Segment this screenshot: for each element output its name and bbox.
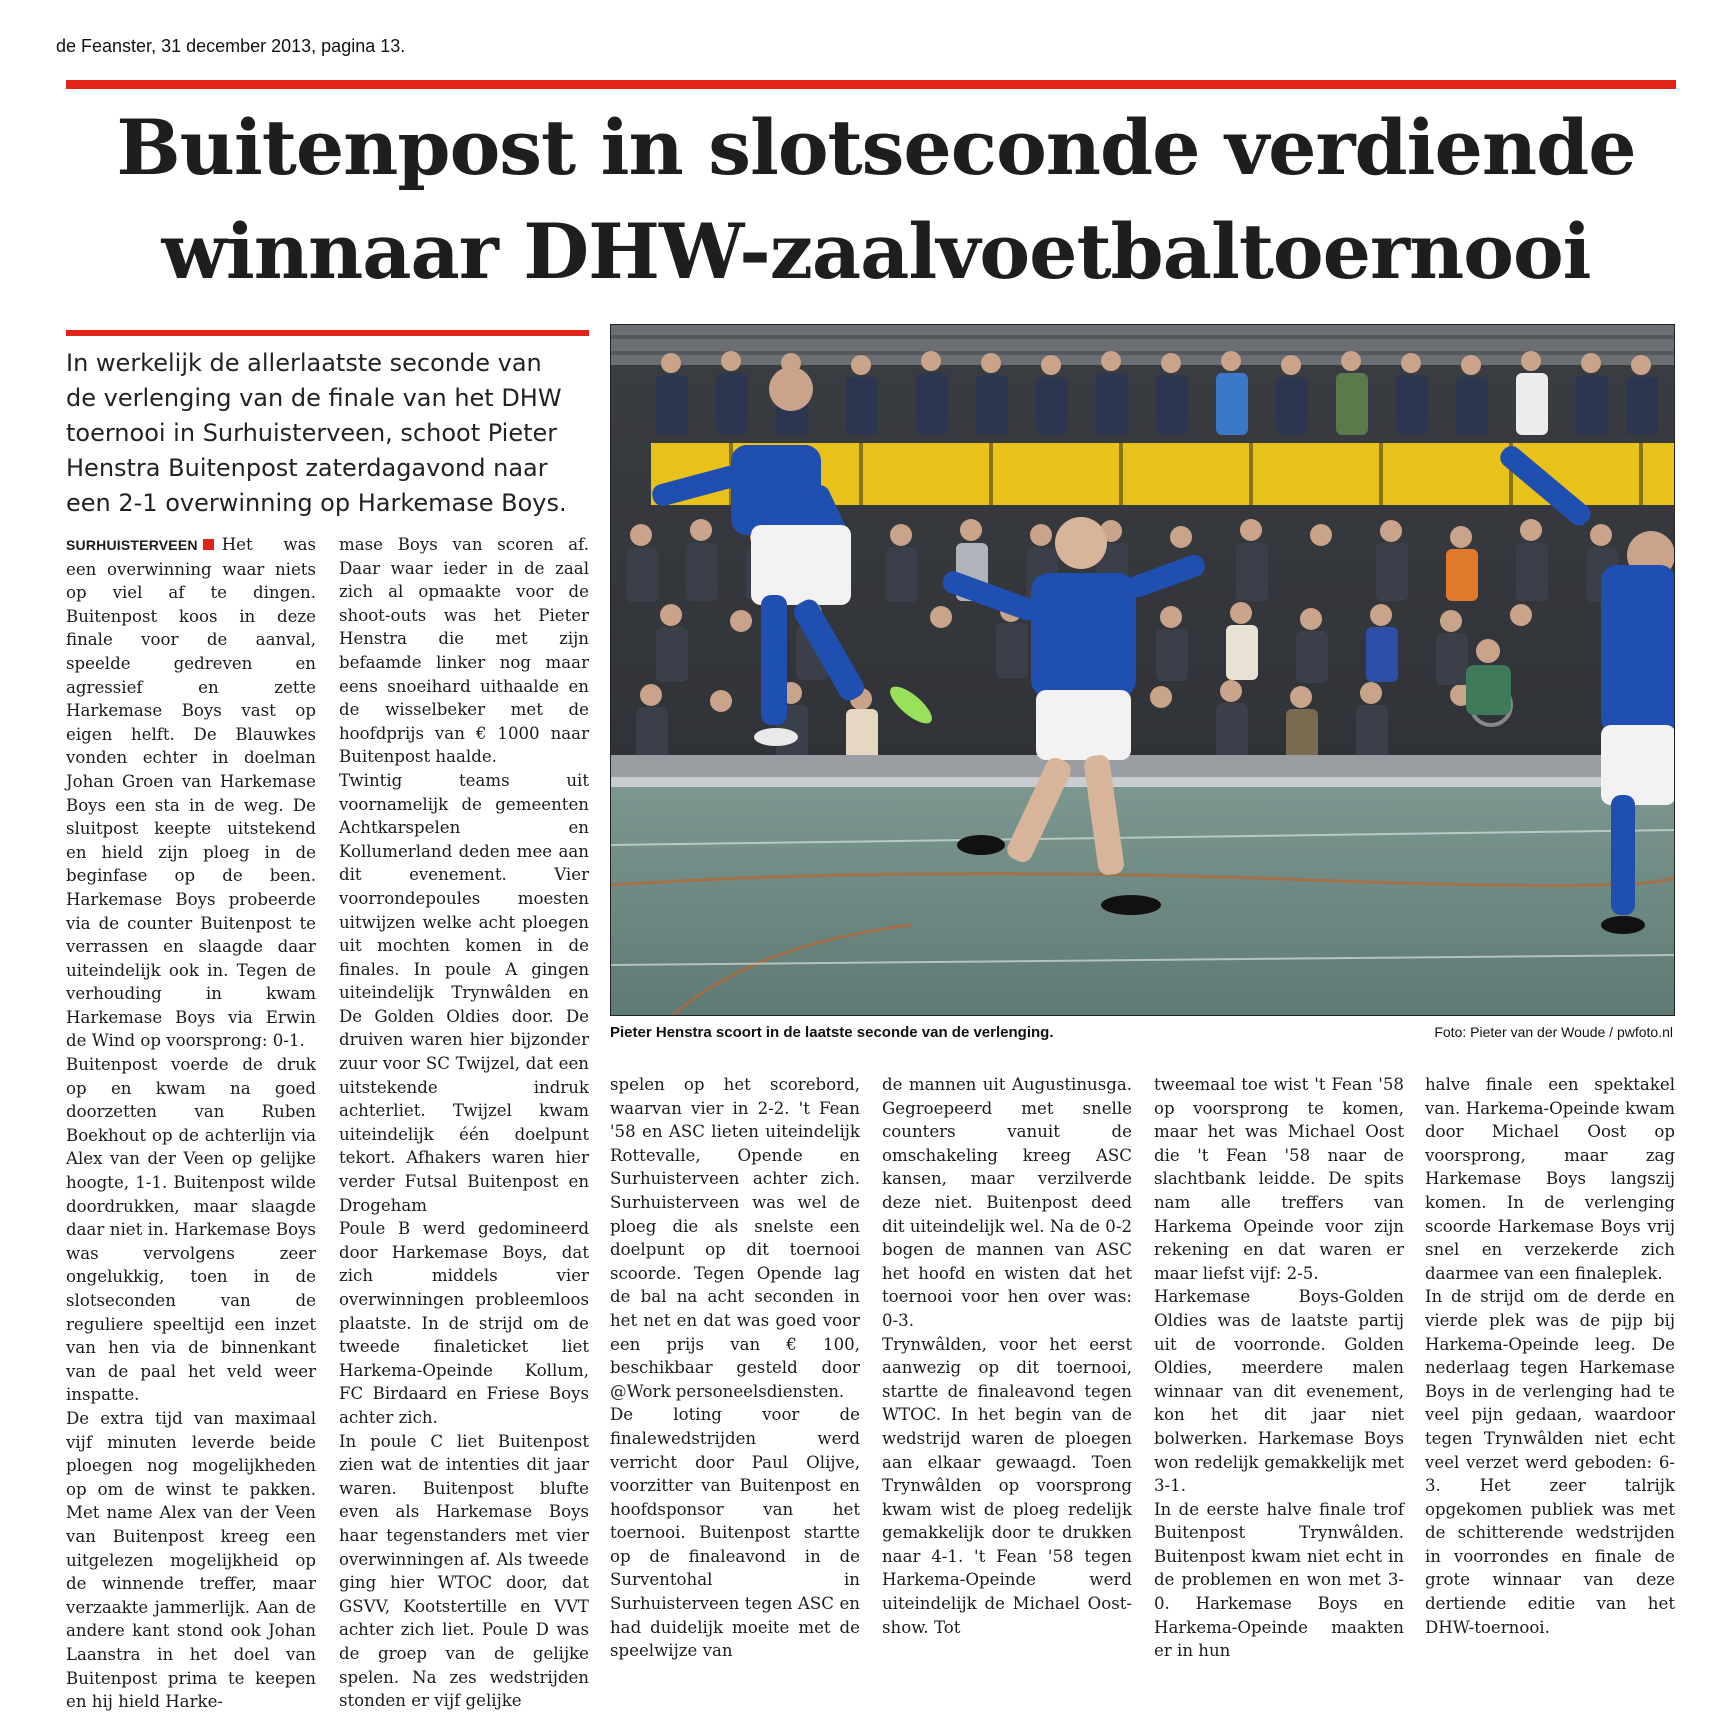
lead-rule <box>66 330 589 336</box>
photo-credit: Foto: Pieter van der Woude / pwfoto.nl <box>1434 1024 1673 1040</box>
paragraph: SURHUISTERVEEN Het was een overwinning waar niets op viel af te dingen. Buitenpost koos in deze finale voor de aanval, speelde gedreven en agressief en zette Harkemase Boys vast op eigen helft. De Blauwkes vonden echter in doelman Johan Groen van Harkemase Boys een sta in de weg. De sluitpost keepte uitstekend en hield zijn ploeg in de beginfase op de been. Harkemase Boys probeerde via de counter Buitenpost te verrassen en slaagde daar uiteindelijk ook in. Tegen de verhouding in kwam Harkemase Boys via Erwin de Wind op voorsprong: 0-1. <box>66 535 316 1051</box>
paragraph: Trynwâlden, voor het eerst aanwezig op dit toernooi, startte de finaleavond tegen WTOC. In het begin van de wedstrijd waren de ploegen aan elkaar gewaagd. Toen Trynwâlden op voorsprong kwam wist de ploeg redelijk gemakkelijk door te drukken naar 4-1. 't Fean '58 tegen Harkema-Opeinde werd uiteindelijk de Michael Oost-show. Tot <box>882 1334 1132 1637</box>
paragraph: Poule B werd gedomineerd door Harkemase Boys, dat zich middels vier overwinningen probleemloos plaatste. In de strijd om de tweede finaleticket liet Harkema-Opeinde Kollum, FC Birdaard en Friese Boys achter zich. <box>339 1219 589 1427</box>
article-column-6 <box>1425 1073 1675 1639</box>
article-column-1 <box>66 533 316 1714</box>
paragraph: De extra tijd van maximaal vijf minuten leverde beide ploegen nog mogelijkheden op om de winst te pakken. Met name Alex van der Veen van Buitenpost kreeg een uitgelezen mogelijkheid op de winnende treffer, maar verzaakte jammerlijk. Aan de andere kant stond ook Johan Laanstra in het doel van Buitenpost prima te keepen en hij hield Harke- <box>66 1408 316 1712</box>
paragraph: spelen op het scorebord, waarvan vier in 2-2. 't Fean '58 en ASC lieten uiteindelijk Rottevalle, Opende en Surhuisterveen achter zich. Surhuisterveen was wel de ploeg die als snelste een doelpunt op dit toernooi scoorde. Tegen Opende lag de bal na acht seconden in het net en dat was goed voor een prijs van € 100, beschikbaar gesteld door @Work personeelsdiensten. <box>610 1075 860 1401</box>
lead-paragraph: In werkelijk de allerlaatste seconde van de verlenging van de finale van het DHW toernooi in Surhuisterveen, schoot Pieter Henstra Buitenpost zaterdagavond naar een 2-1 overwinning op Harkemase Boys. <box>66 349 567 517</box>
headline-line-1: Buitenpost in slotseconde verdiende <box>116 103 1636 192</box>
paragraph: tweemaal toe wist 't Fean '58 op voorsprong te komen, maar het was Michael Oost die 't Fean '58 naar de slachtbank leidde. De spits nam alle treffers van Harkema Opeinde voor zijn rekening en dat waren er maar liefst vijf: 2-5. <box>1154 1075 1404 1283</box>
paragraph: In de eerste halve finale trof Buitenpost Trynwâlden. Buitenpost kwam niet echt in de problemen en won met 3-0. Harkemase Boys en Harkema-Opeinde maakten er in hun <box>1154 1499 1404 1661</box>
paragraph: Twintig teams uit voornamelijk de gemeenten Achtkarspelen en Kollumerland deden mee aan dit evenement. Vier voorrondepoules moesten uitwijzen welke acht ploegen uit mochten komen in de finales. In poule A gingen uiteindelijk Trynwâlden en De Golden Oldies door. De druiven waren hier bijzonder zuur voor SC Twijzel, dat een uitstekende indruk achterliet. Twijzel kwam uiteindelijk één doelpunt tekort. Afhakers waren hier verder Futsal Buitenpost en Drogeham <box>339 770 589 1215</box>
paragraph: halve finale een spektakel van. Harkema-Opeinde kwam door Michael Oost op voorsprong, maar zag Harkemase Boys langszij komen. In de verlenging scoorde Harkemase Boys vrij snel en verzekerde zich daarmee van een finaleplek. <box>1425 1075 1675 1283</box>
paragraph: mase Boys van scoren af. Daar waar ieder in de zaal zich al opmaakte voor de shoot-outs was het Pieter Henstra die met zijn befaamde linker nog maar eens snoeihard uithaalde en de wisselbeker met de hoofdprijs van € 1000 naar Buitenpost haalde. <box>339 535 589 767</box>
headline <box>66 96 1686 304</box>
paragraph: Harkemase Boys-Golden Oldies was de laatste partij uit de voorronde. Golden Oldies, meerdere malen winnaar van dit evenement, kon het dit jaar niet bolwerken. Harkemase Boys won redelijk gemakkelijk met 3-1. <box>1154 1287 1404 1496</box>
paragraph: De loting voor de finalewedstrijden werd verricht door Paul Olijve, voorzitter van Buitenpost en hoofdsponsor van het toernooi. Buitenpost startte op de finaleavond in de Surventohal in Surhuisterveen tegen ASC en had duidelijk moeite met de speelwijze van <box>610 1405 860 1661</box>
dateline-square-icon <box>203 539 214 550</box>
dateline: SURHUISTERVEEN <box>66 537 198 553</box>
top-rule <box>66 80 1676 89</box>
paragraph: In de strijd om de derde en vierde plek was de pijp bij Harkema-Opeinde leeg. De nederlaag tegen Harkemase Boys in de verlenging had te veel pijn gedaan, waardoor tegen Trynwâlden niet echt veel verzet werd geboden: 6-3. Het zeer talrijk opgekomen publiek was met de schitterende wedstrijden in voorrondes en finale de grote winnaar van deze dertiende editie van het DHW-toernooi. <box>1425 1287 1675 1637</box>
match-photo <box>610 324 1675 1016</box>
article-column-2 <box>339 533 589 1713</box>
match-photo-illustration <box>611 325 1675 1016</box>
article-column-4 <box>882 1073 1132 1639</box>
article-column-5 <box>1154 1073 1404 1663</box>
paragraph: Buitenpost voerde de druk op en kwam na goed doorzetten van Ruben Boekhout op de achterlijn via Alex van der Veen op gelijke hoogte, 1-1. Buitenpost wilde doordrukken, maar slaagde daar niet in. Harkemase Boys was vervolgens zeer ongelukkig, toen in de slotseconden van de reguliere speeltijd een inzet van hen via de binnenkant van de paal het veld weer inspatte. <box>66 1055 316 1405</box>
photo-caption: Pieter Henstra scoort in de laatste seconde van de verlenging. <box>610 1024 1054 1041</box>
headline-line-2: winnaar DHW-zaalvoetbaltoernooi <box>161 207 1591 296</box>
paragraph: In poule C liet Buitenpost zien wat de intenties dit jaar waren. Buitenpost blufte even als Harkemase Boys haar tegenstanders met vier overwinningen af. Als tweede ging hier WTOC door, dat GSVV, Kootstertille en VVT achter zich liet. Poule D was de groep van de gelijke spelen. Na zes wedstrijden stonden er vijf gelijke <box>339 1431 589 1711</box>
source-line: de Feanster, 31 december 2013, pagina 13. <box>56 36 406 56</box>
paragraph: de mannen uit Augustinusga. Gegroepeerd met snelle counters vanuit de omschakeling kreeg ASC kansen, maar verzilverde deze niet. Buitenpost deed dit uiteindelijk wel. Na de 0-2 bogen de mannen van ASC het hoofd en wisten dat het toernooi voor hen over was: 0-3. <box>882 1075 1132 1330</box>
article-column-3 <box>610 1073 860 1663</box>
